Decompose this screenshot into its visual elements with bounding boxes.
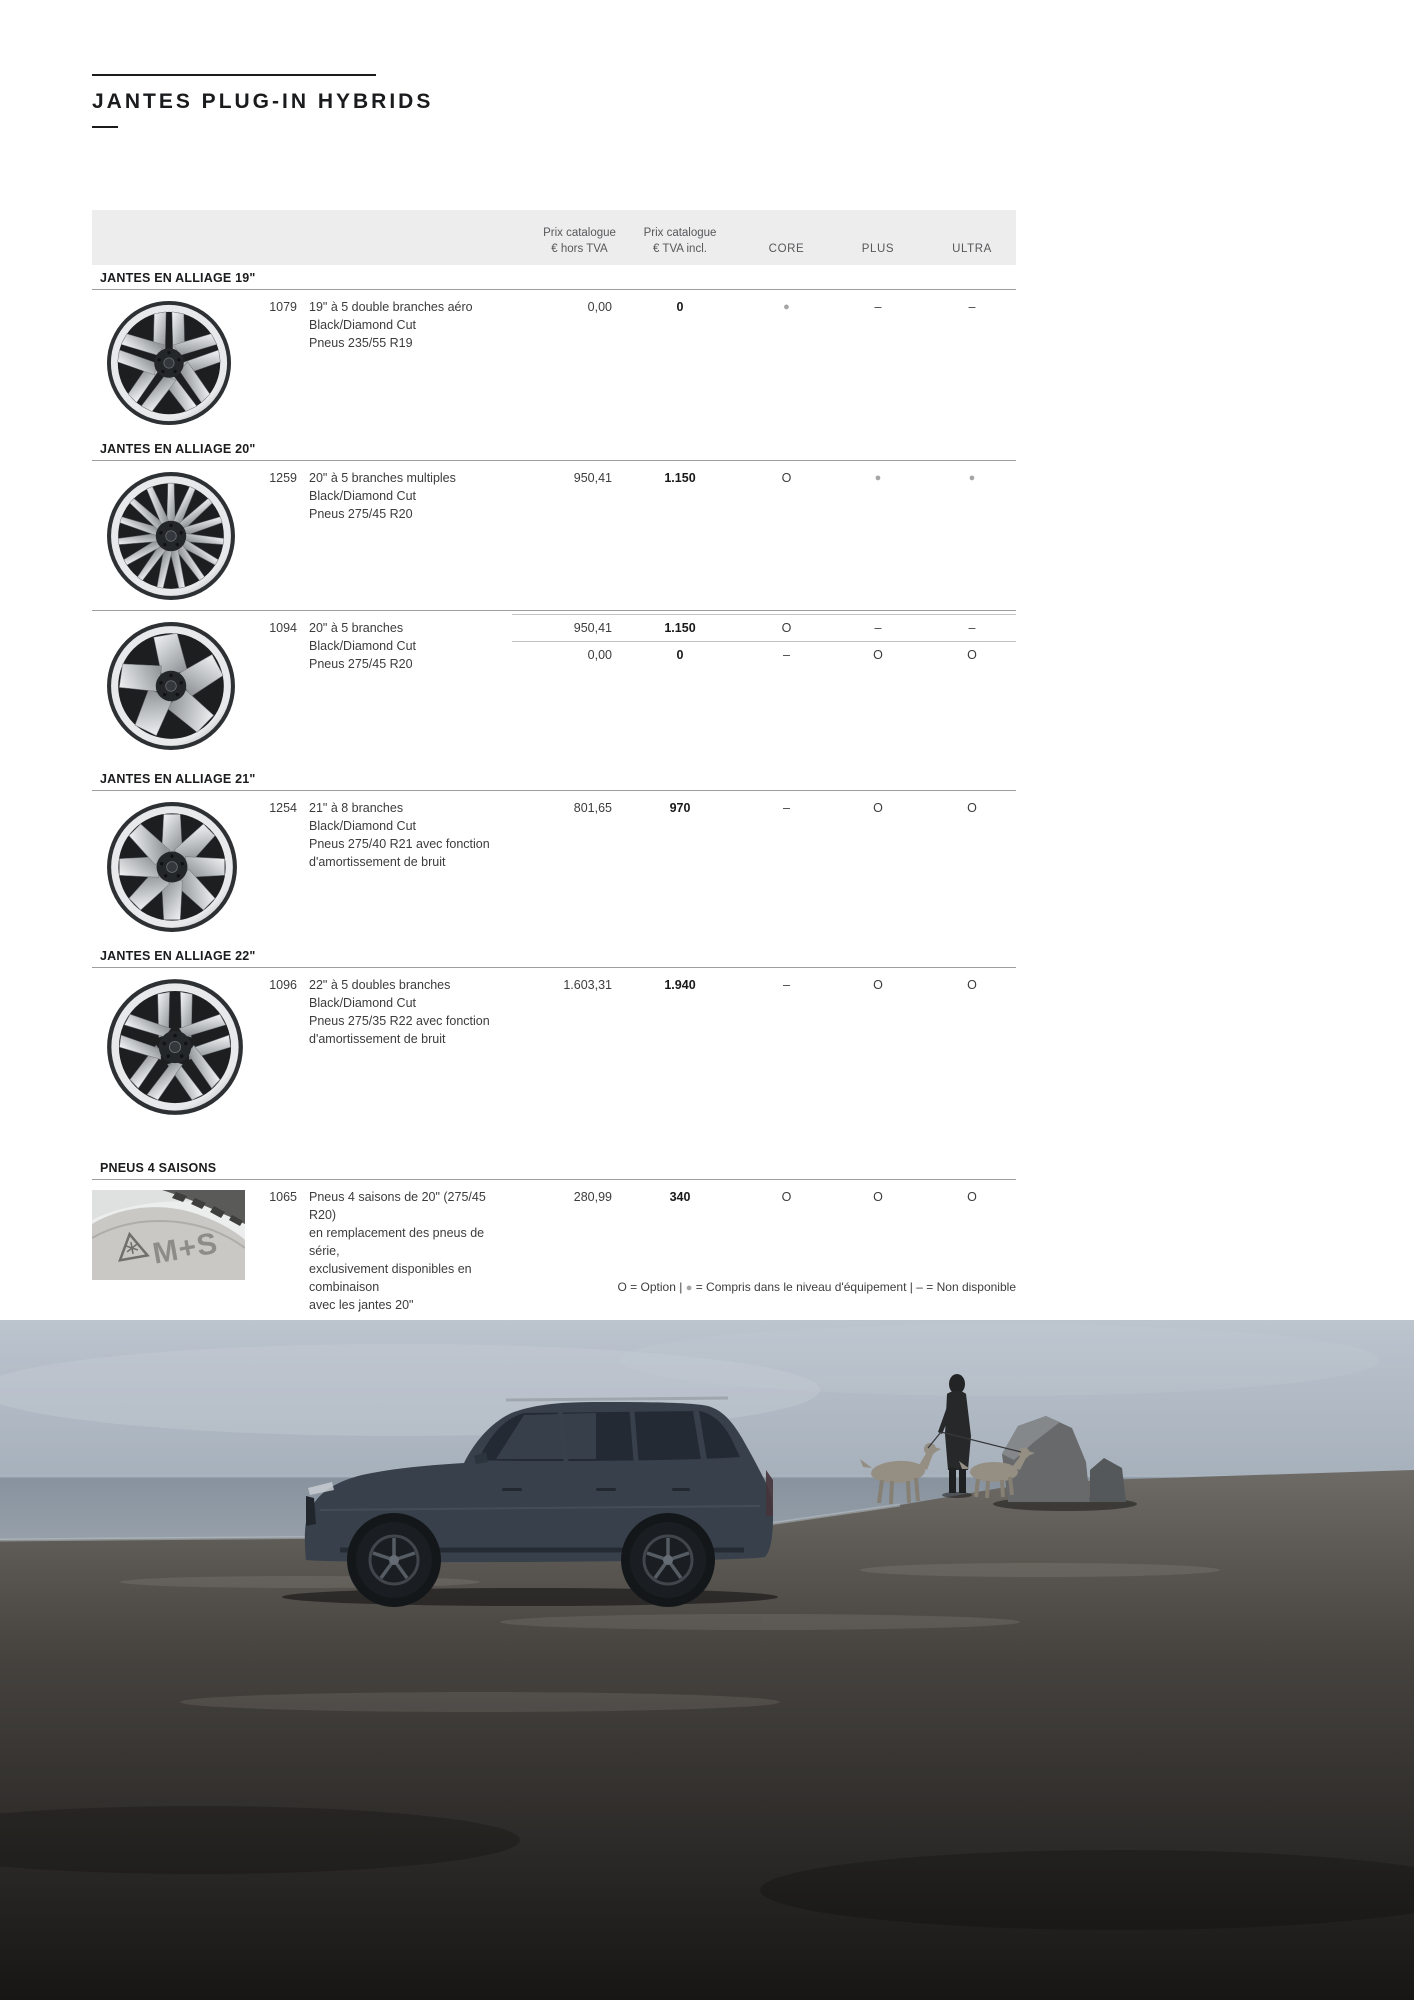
legend-not-available: – = Non disponible xyxy=(916,1280,1016,1294)
section-label: JANTES EN ALLIAGE 19" xyxy=(100,271,256,285)
level-cell: O xyxy=(873,1190,883,1204)
level-cell: – xyxy=(874,621,882,635)
level-cell: O xyxy=(967,648,977,662)
tire-marking-text: M+S xyxy=(150,1226,221,1271)
level-cell: O xyxy=(967,978,977,992)
section-label: JANTES EN ALLIAGE 20" xyxy=(100,442,256,456)
item-description: 19" à 5 double branches aéro Black/Diamond Cut Pneus 235/55 R19 xyxy=(309,300,473,350)
item-description: 21" à 8 branches Black/Diamond Cut Pneus 275/40 R21 avec fonction d'amortissement de bruit xyxy=(309,801,490,869)
wheel-20-inch-5-spoke-image xyxy=(106,621,236,751)
wheel-photo-1096 xyxy=(92,976,252,1155)
section-label: JANTES EN ALLIAGE 21" xyxy=(100,772,256,786)
price-incl-vat: 0 xyxy=(676,300,684,314)
table-row xyxy=(92,791,1016,943)
price-excl-vat: 0,00 xyxy=(587,300,612,314)
section-jantes-19 xyxy=(92,265,1016,436)
level-cell: – xyxy=(783,648,790,662)
legend xyxy=(92,1280,1016,1294)
price-excl-vat: 950,41 xyxy=(573,471,612,485)
legend-separator: | xyxy=(909,1280,913,1294)
price-excl-vat: 950,41 xyxy=(573,621,612,635)
level-cell: O xyxy=(873,648,883,662)
column-header-ultra: ULTRA xyxy=(952,243,992,256)
price-line xyxy=(512,298,1016,316)
wheel-22-inch-5-double-spoke-image xyxy=(106,978,244,1116)
column-header-price-excl-vat: Prix catalogue € hors TVA xyxy=(543,226,616,256)
title-rule-top xyxy=(92,74,376,76)
price-line xyxy=(512,646,1016,664)
price-line xyxy=(512,469,1016,487)
table-row xyxy=(92,290,1016,436)
item-code: 1079 xyxy=(269,300,297,314)
legend-included: = Compris dans le niveau d'équipement xyxy=(695,1280,907,1294)
section-label: JANTES EN ALLIAGE 22" xyxy=(100,949,256,963)
level-cell: ● xyxy=(783,301,790,313)
level-cell: ● xyxy=(874,472,882,484)
item-code: 1065 xyxy=(269,1190,297,1204)
hero-photo-beach-scene xyxy=(0,1320,1414,2000)
level-cell: O xyxy=(873,801,883,815)
price-line xyxy=(512,799,1016,817)
all-season-tire-closeup-image xyxy=(92,1190,245,1280)
item-code: 1254 xyxy=(269,801,297,815)
table-row xyxy=(92,611,1016,766)
table-row xyxy=(92,461,1016,610)
level-cell: O xyxy=(873,978,883,992)
item-description: 20" à 5 branches Black/Diamond Cut Pneus 275/45 R20 xyxy=(309,621,416,671)
price-incl-vat: 1.940 xyxy=(664,978,696,992)
masthead xyxy=(92,74,433,128)
car-rear-wheel xyxy=(630,1522,706,1598)
table-header xyxy=(92,210,1016,265)
page-title: JANTES PLUG-IN HYBRIDS xyxy=(92,90,434,113)
level-cell: O xyxy=(781,1190,792,1204)
column-header-price-incl-vat: Prix catalogue € TVA incl. xyxy=(643,226,717,256)
legend-dot-symbol: ● xyxy=(685,1282,693,1294)
level-cell: O xyxy=(967,1190,977,1204)
price-excl-vat: 0,00 xyxy=(587,648,612,662)
section-jantes-20 xyxy=(92,436,1016,766)
level-cell: – xyxy=(783,801,790,815)
price-excl-vat: 801,65 xyxy=(573,801,612,815)
price-excl-vat: 1.603,31 xyxy=(563,978,612,992)
legend-option: O = Option xyxy=(617,1280,676,1294)
item-description: 22" à 5 doubles branches Black/Diamond Cut Pneus 275/35 R22 avec fonction d'amortissement de bruit xyxy=(309,978,490,1046)
level-cell: – xyxy=(968,300,976,314)
level-cell: – xyxy=(874,300,882,314)
item-description: 20" à 5 branches multiples Black/Diamond Cut Pneus 275/45 R20 xyxy=(309,471,456,521)
level-cell: – xyxy=(783,978,790,992)
price-incl-vat: 970 xyxy=(669,801,691,815)
column-header-plus: PLUS xyxy=(861,243,895,256)
price-block xyxy=(512,298,1016,436)
price-incl-vat: 1.150 xyxy=(664,621,696,635)
item-description: Pneus 4 saisons de 20" (275/45 R20) en remplacement des pneus de série, exclusivement disponibles en combinaison avec les jantes 20" xyxy=(309,1190,486,1312)
item-code: 1259 xyxy=(269,471,297,485)
section-label: PNEUS 4 SAISONS xyxy=(100,1161,217,1175)
item-code: 1096 xyxy=(269,978,297,992)
tire-photo-1065 xyxy=(92,1188,252,1314)
item-code: 1094 xyxy=(269,621,297,635)
price-block xyxy=(512,976,1016,1155)
level-cell: O xyxy=(781,471,792,485)
price-incl-vat: 0 xyxy=(676,648,684,662)
column-header-core: CORE xyxy=(768,243,805,256)
table-row xyxy=(92,968,1016,1155)
section-jantes-21 xyxy=(92,766,1016,943)
price-block xyxy=(512,1188,1016,1314)
price-line xyxy=(512,1188,1016,1206)
wheel-photo-1094 xyxy=(92,619,252,766)
wheel-photo-1259 xyxy=(92,469,252,610)
level-cell: – xyxy=(968,621,976,635)
hero-image xyxy=(0,1320,1414,2000)
level-cell: ● xyxy=(968,472,976,484)
wheel-photo-1079 xyxy=(92,298,252,436)
wheel-19-inch-5-double-spoke-aero-image xyxy=(106,300,232,426)
title-rule-tick xyxy=(92,126,118,128)
car-front-wheel xyxy=(356,1522,432,1598)
legend-separator: | xyxy=(679,1280,683,1294)
price-line xyxy=(512,614,1016,642)
price-line xyxy=(512,976,1016,994)
price-incl-vat: 340 xyxy=(669,1190,691,1204)
wheel-20-inch-multi-spoke-image xyxy=(106,471,236,601)
section-jantes-22 xyxy=(92,943,1016,1155)
price-block xyxy=(512,614,1016,766)
price-excl-vat: 280,99 xyxy=(573,1190,612,1204)
level-cell: O xyxy=(967,801,977,815)
price-block xyxy=(512,799,1016,943)
level-cell: O xyxy=(781,621,792,635)
price-block xyxy=(512,469,1016,610)
price-incl-vat: 1.150 xyxy=(664,471,696,485)
wheel-21-inch-8-spoke-image xyxy=(106,801,238,933)
wheel-photo-1254 xyxy=(92,799,252,943)
